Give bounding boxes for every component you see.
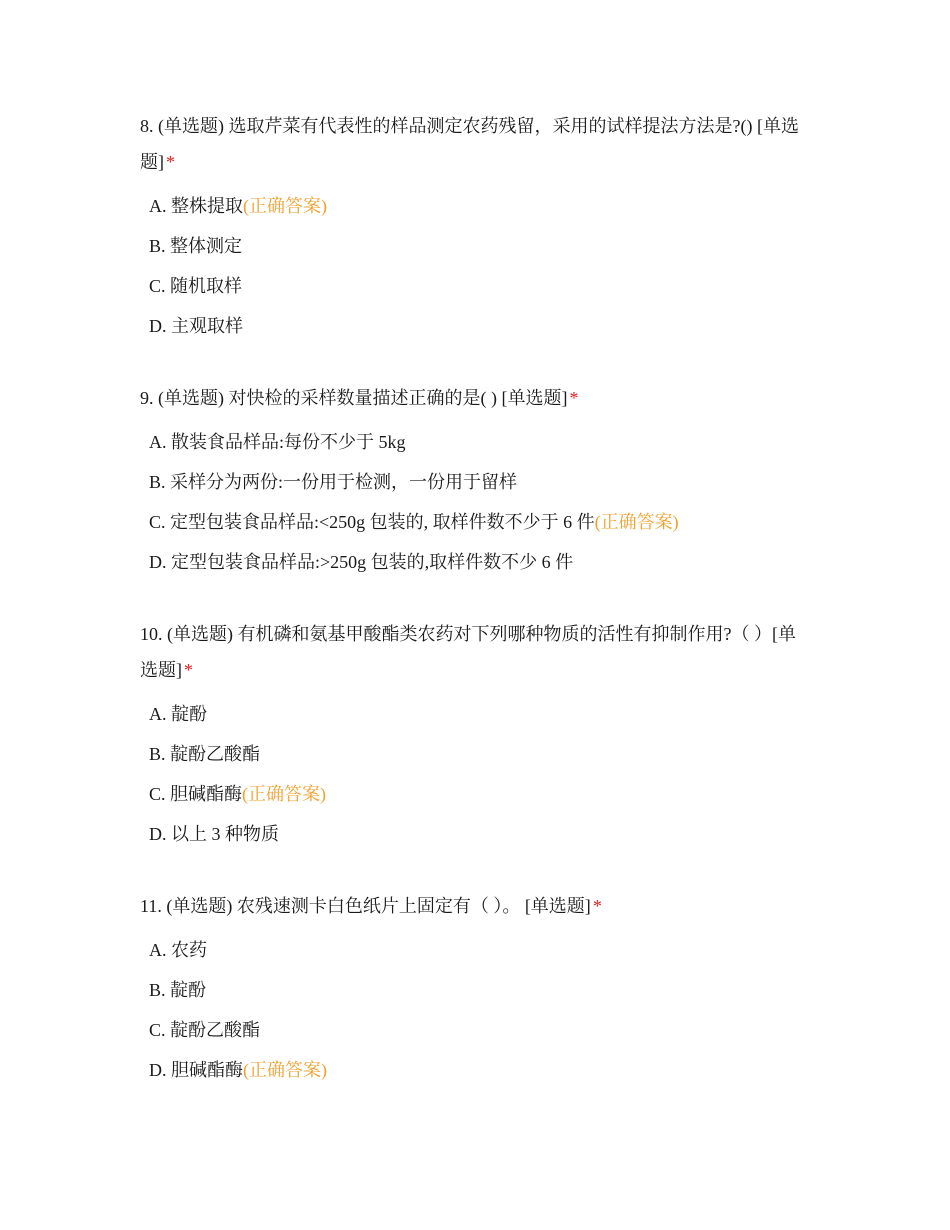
question-title: 9. (单选题) 对快检的采样数量描述正确的是( ) [单选题] * <box>140 388 579 408</box>
option-d[interactable]: D. 以上 3 种物质 <box>149 824 279 844</box>
required-mark: * <box>166 152 175 172</box>
option-d[interactable]: D. 主观取样 <box>149 316 243 336</box>
required-mark: * <box>592 896 602 916</box>
option-a[interactable]: A. 整株提取(正确答案) <box>149 196 327 216</box>
option-a[interactable]: A. 靛酚 <box>149 704 207 724</box>
option-c[interactable]: C. 定型包装食品样品:<250g 包装的, 取样件数不少于 6 件(正确答案) <box>149 512 679 532</box>
question-11 <box>140 888 810 1090</box>
option-d[interactable]: D. 定型包装食品样品:>250g 包装的,取样件数不少 6 件 <box>149 552 574 572</box>
question-8 <box>140 108 810 346</box>
option-d[interactable]: D. 胆碱酯酶(正确答案) <box>149 1060 327 1080</box>
question-list <box>140 108 810 1124</box>
question-title: 8. (单选题) 选取芹菜有代表性的样品测定农药残留，采用的试样提法方法是?() [单选题] * <box>140 116 799 172</box>
correct-answer-label: (正确答案) <box>594 512 679 532</box>
option-b[interactable]: B. 整体测定 <box>149 236 243 256</box>
question-title: 11. (单选题) 农残速测卡白色纸片上固定有（ ）。 [单选题] * <box>140 896 602 916</box>
correct-answer-label: (正确答案) <box>243 196 327 216</box>
option-c[interactable]: C. 随机取样 <box>149 276 243 296</box>
correct-answer-label: (正确答案) <box>243 1060 327 1080</box>
option-c[interactable]: C. 胆碱酯酶(正确答案) <box>149 784 327 804</box>
option-a[interactable]: A. 农药 <box>149 940 207 960</box>
option-b[interactable]: B. 靛酚乙酸酯 <box>149 744 261 764</box>
question-title: 10. (单选题) 有机磷和氨基甲酸酯类农药对下列哪种物质的活性有抑制作用?（ ）[单选题] * <box>140 624 796 680</box>
option-b[interactable]: B. 靛酚 <box>149 980 207 1000</box>
required-mark: * <box>184 660 193 680</box>
correct-answer-label: (正确答案) <box>242 784 327 804</box>
option-a[interactable]: A. 散装食品样品:每份不少于 5kg <box>149 432 406 452</box>
option-c[interactable]: C. 靛酚乙酸酯 <box>149 1020 261 1040</box>
option-b[interactable]: B. 采样分为两份:一份用于检测，一份用于留样 <box>149 472 518 492</box>
question-9 <box>140 380 810 582</box>
question-10 <box>140 616 810 854</box>
required-mark: * <box>569 388 579 408</box>
